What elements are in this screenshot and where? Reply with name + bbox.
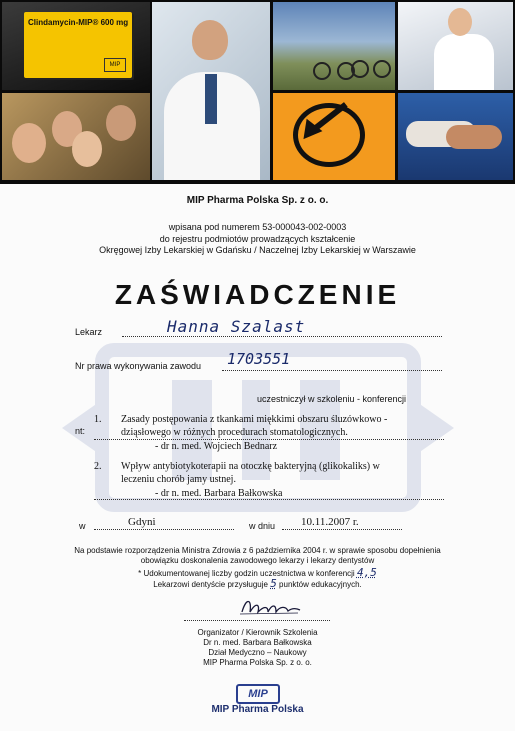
- person-face: [12, 123, 46, 163]
- scientist-photo: [398, 2, 513, 90]
- date-value: 10.11.2007 r.: [301, 516, 359, 528]
- points-value: 5: [270, 577, 277, 590]
- license-number: 1703551: [227, 350, 291, 368]
- hand-right: [446, 125, 502, 149]
- legal-line-2: obowiązku doskonalenia zawodowego lekarzy i lekarzy dentystów: [140, 556, 375, 565]
- legal-line-4-post: punktów edukacyjnych.: [279, 580, 362, 589]
- date-label: w dniu: [249, 521, 276, 531]
- signature-line: [184, 620, 330, 621]
- organizer-name: Dr n. med. Barbara Bałkowska: [203, 638, 312, 647]
- date-line: [282, 529, 402, 530]
- legal-line-3-text: * Udokumentowanej liczby godzin uczestnictwa w konferencji: [138, 569, 355, 578]
- medicine-box: [24, 12, 132, 78]
- hours-value: 4,5: [356, 566, 377, 579]
- registration-line-2: do rejestru podmiotów prowadzących kształcenie: [159, 234, 356, 244]
- bike-wheel: [351, 60, 369, 78]
- footer-company: MIP Pharma Polska: [211, 704, 304, 715]
- doctor-head: [192, 20, 228, 60]
- scientist-head: [448, 8, 472, 36]
- box-logo: MIP: [104, 58, 126, 72]
- company-name: MIP Pharma Polska Sp. z o. o.: [186, 195, 329, 206]
- item-1-number: 1.: [94, 414, 102, 425]
- bike-wheel: [313, 62, 331, 80]
- license-line: [222, 370, 442, 371]
- item-1-line-1: Zasady postępowania z tkankami miękkimi obszaru śluzówkowo -: [121, 414, 388, 425]
- place-value: Gdyni: [128, 516, 156, 528]
- doctor-name: Hanna Szalast: [167, 317, 306, 336]
- doctor-tie: [205, 74, 217, 124]
- product-label: Clindamycin-MIP® 600 mg: [28, 18, 129, 27]
- person-face: [106, 105, 136, 141]
- item-2-line-2: leczeniu chorób jamy ustnej.: [121, 474, 236, 485]
- item-1-line-2: dziąsłowego w różnych procedurach stomatologicznych.: [121, 427, 348, 438]
- place-line: [94, 529, 234, 530]
- item-2-author: - dr n. med. Barbara Bałkowska: [155, 488, 283, 499]
- handshake-photo: [398, 93, 513, 180]
- topic-label: nt:: [75, 426, 86, 436]
- doctor-line: [122, 336, 442, 337]
- item-2-rule: [94, 499, 444, 500]
- scientist-coat: [434, 34, 494, 90]
- cyclists-photo: [273, 2, 395, 90]
- certificate-title: ZAŚWIADCZENIE: [114, 279, 401, 310]
- license-label: Nr prawa wykonywania zawodu: [75, 361, 202, 371]
- item-2-line-1: Wpływ antybiotykoterapii na otoczkę bakteryjną (glikokaliks) w: [121, 461, 380, 472]
- item-1-author: - dr n. med. Wojciech Bednarz: [155, 441, 278, 452]
- bike-wheel: [373, 60, 391, 78]
- photo-banner: [0, 0, 515, 184]
- registration-line-3: Okręgowej Izby Lekarskiej w Gdańsku / Naczelnej Izby Lekarskiej w Warszawie: [99, 245, 416, 255]
- organizer-dept: Dział Medyczno – Naukowy: [208, 648, 307, 657]
- mip-logo: MIP: [236, 684, 280, 704]
- organizer-company: MIP Pharma Polska Sp. z o. o.: [203, 658, 312, 667]
- family-photo: [2, 93, 150, 180]
- registration-line-1: wpisana pod numerem 53-000043-002-0003: [168, 222, 347, 232]
- participation-text: uczestniczył w szkoleniu - konferencji: [257, 394, 407, 404]
- legal-line-1: Na podstawie rozporządzenia Ministra Zdrowia z 6 października 2004 r. w sprawie sposobu dopełnienia: [74, 546, 441, 555]
- person-face: [72, 131, 102, 167]
- item-2-number: 2.: [94, 461, 102, 472]
- arrow-logo-tile: [273, 93, 395, 180]
- organizer-role: Organizator / Kierownik Szkolenia: [197, 628, 318, 637]
- product-box-photo: [2, 2, 150, 90]
- handwritten-signature: [238, 596, 302, 618]
- place-prefix: w: [79, 521, 86, 531]
- legal-line-4: [0, 577, 515, 590]
- doctor-label: Lekarz: [75, 327, 103, 337]
- item-1-rule: [94, 439, 444, 440]
- doctor-photo: [152, 2, 270, 180]
- legal-line-4-pre: Lekarzowi dentyście przysługuje: [153, 580, 268, 589]
